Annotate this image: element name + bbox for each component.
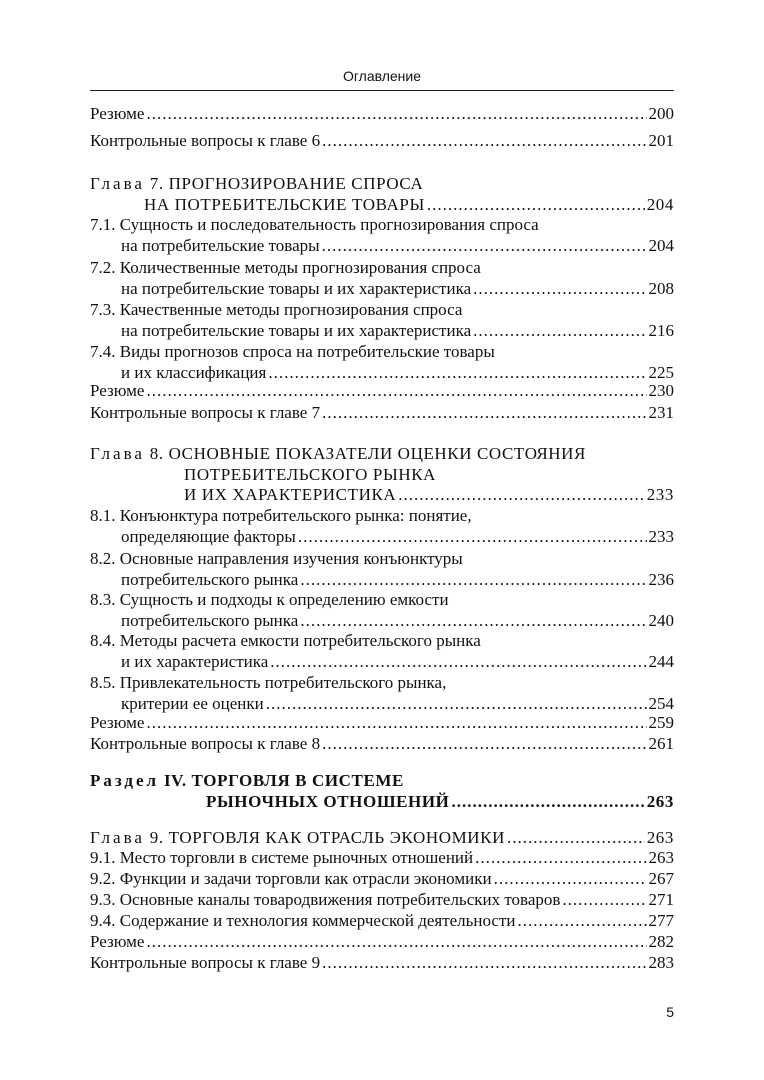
toc-entry-title: 7.4. Виды прогнозов спроса на потребительские товары [90, 342, 495, 361]
toc-entry-title: IV. ТОРГОВЛЯ В СИСТЕМЕ [159, 771, 404, 790]
toc-entry-title: на потребительские товары и их характеристика [121, 321, 472, 340]
toc-page-number: 263 [646, 828, 674, 847]
toc-page-number: 208 [648, 279, 674, 298]
dot-leader [322, 401, 646, 425]
toc-page-number: 204 [648, 236, 674, 255]
toc-line [90, 379, 674, 403]
toc-entry-title: 8.4. Методы расчета емкости потребительского рынка [90, 631, 481, 650]
toc-page-number: 216 [648, 321, 674, 340]
toc-entry-title: 7.3. Качественные методы прогнозирования спроса [90, 300, 463, 319]
toc-entry-title: 9.2. Функции и задачи торговли как отрасли экономики [90, 869, 492, 888]
toc-line [90, 951, 674, 975]
toc-entry-title: 8.2. Основные направления изучения конъюнктуры [90, 549, 463, 568]
toc-page-number: 230 [648, 381, 674, 400]
toc-entry-title: 9.4. Содержание и технология коммерческой деятельности [90, 911, 516, 930]
header-rule [90, 90, 674, 91]
toc-entry-title: критерии ее оценки [121, 694, 264, 713]
toc-page-number: 200 [648, 104, 674, 123]
toc-entry-title: Резюме [90, 713, 145, 732]
toc-entry-title: и их классификация [121, 363, 267, 382]
toc-entry-title: Контрольные вопросы к главе 9 [90, 953, 321, 972]
toc-page-number: 204 [646, 195, 674, 214]
toc-entry-title: И ИХ ХАРАКТЕРИСТИКА [184, 485, 397, 504]
toc-entry-title: 8. ОСНОВНЫЕ ПОКАЗАТЕЛИ ОЦЕНКИ СОСТОЯНИЯ [144, 444, 586, 463]
dot-leader [322, 234, 647, 258]
toc-section-label: Глава [90, 174, 145, 193]
toc-line [206, 790, 674, 814]
toc-page-number: 267 [648, 869, 674, 888]
toc-entry-title: 7.1. Сущность и последовательность прогнозирования спроса [90, 215, 539, 234]
running-header: Оглавление [342, 68, 422, 84]
toc-page-number: 277 [648, 911, 674, 930]
toc-entry-title: 8.5. Привлекательность потребительского рынка, [90, 673, 447, 692]
toc-line [90, 102, 674, 126]
toc-entry-title: Резюме [90, 381, 145, 400]
dot-leader [452, 790, 645, 814]
toc-entry-title: и их характеристика [121, 652, 269, 671]
toc-page-number: 201 [648, 131, 674, 150]
dot-leader [298, 525, 647, 549]
toc-page-number: 244 [648, 652, 674, 671]
toc-page-number: 263 [646, 792, 674, 811]
toc-entry-title: 7.2. Количественные методы прогнозирования спроса [90, 258, 481, 277]
toc-entry-title: Контрольные вопросы к главе 7 [90, 403, 321, 422]
toc-line [90, 129, 674, 153]
toc-page-number: 225 [648, 363, 674, 382]
toc-page-number: 233 [646, 485, 674, 504]
toc-entry-title: 9. ТОРГОВЛЯ КАК ОТРАСЛЬ ЭКОНОМИКИ [144, 828, 505, 847]
toc-entry-title: ПОТРЕБИТЕЛЬСКОГО РЫНКА [184, 465, 437, 484]
toc-page-number: 261 [648, 734, 674, 753]
toc-entry-title: на потребительские товары и их характеристика [121, 279, 472, 298]
toc-page-number: 259 [648, 713, 674, 732]
dot-leader [322, 732, 646, 756]
toc-entry-title: определяющие факторы [121, 527, 296, 546]
page-number: 5 [666, 1004, 674, 1020]
toc-section-label: Глава [90, 444, 145, 463]
toc-line [90, 401, 674, 425]
dot-leader [322, 951, 646, 975]
toc-entry-title: Контрольные вопросы к главе 6 [90, 131, 321, 150]
toc-entry-title: потребительского рынка [121, 611, 299, 630]
toc-entry-title: Резюме [90, 104, 145, 123]
toc-entry-title: РЫНОЧНЫХ ОТНОШЕНИЙ [206, 792, 450, 811]
toc-entry-title: потребительского рынка [121, 570, 299, 589]
toc-page-number: 263 [648, 848, 674, 867]
dot-leader [146, 102, 646, 126]
toc-entry-title: Резюме [90, 932, 145, 951]
toc-entry-title: на потребительские товары [121, 236, 320, 255]
toc-line [90, 732, 674, 756]
toc-entry-title: 8.3. Сущность и подходы к определению емкости [90, 590, 449, 609]
toc-page-number: 283 [648, 953, 674, 972]
toc-page-number: 236 [648, 570, 674, 589]
toc-entry-title: 9.3. Основные каналы товародвижения потребительских товаров [90, 890, 561, 909]
toc-entry-title: 9.1. Место торговли в системе рыночных отношений [90, 848, 474, 867]
toc-page-number: 271 [648, 890, 674, 909]
toc-line [121, 525, 674, 549]
dot-leader [322, 129, 646, 153]
toc-page-number: 282 [648, 932, 674, 951]
toc-page-number: 231 [648, 403, 674, 422]
toc-page-number: 254 [648, 694, 674, 713]
toc-section-label: Глава [90, 828, 145, 847]
toc-entry-title: Контрольные вопросы к главе 8 [90, 734, 321, 753]
toc-entry-title: НА ПОТРЕБИТЕЛЬСКИЕ ТОВАРЫ [144, 195, 425, 214]
toc-page-number: 233 [648, 527, 674, 546]
toc-section-label: Раздел [90, 771, 160, 790]
dot-leader [146, 379, 646, 403]
toc-entry-title: 7. ПРОГНОЗИРОВАНИЕ СПРОСА [144, 174, 424, 193]
toc-entry-title: 8.1. Конъюнктура потребительского рынка: понятие, [90, 506, 472, 525]
toc-line [121, 234, 674, 258]
toc-page-number: 240 [648, 611, 674, 630]
